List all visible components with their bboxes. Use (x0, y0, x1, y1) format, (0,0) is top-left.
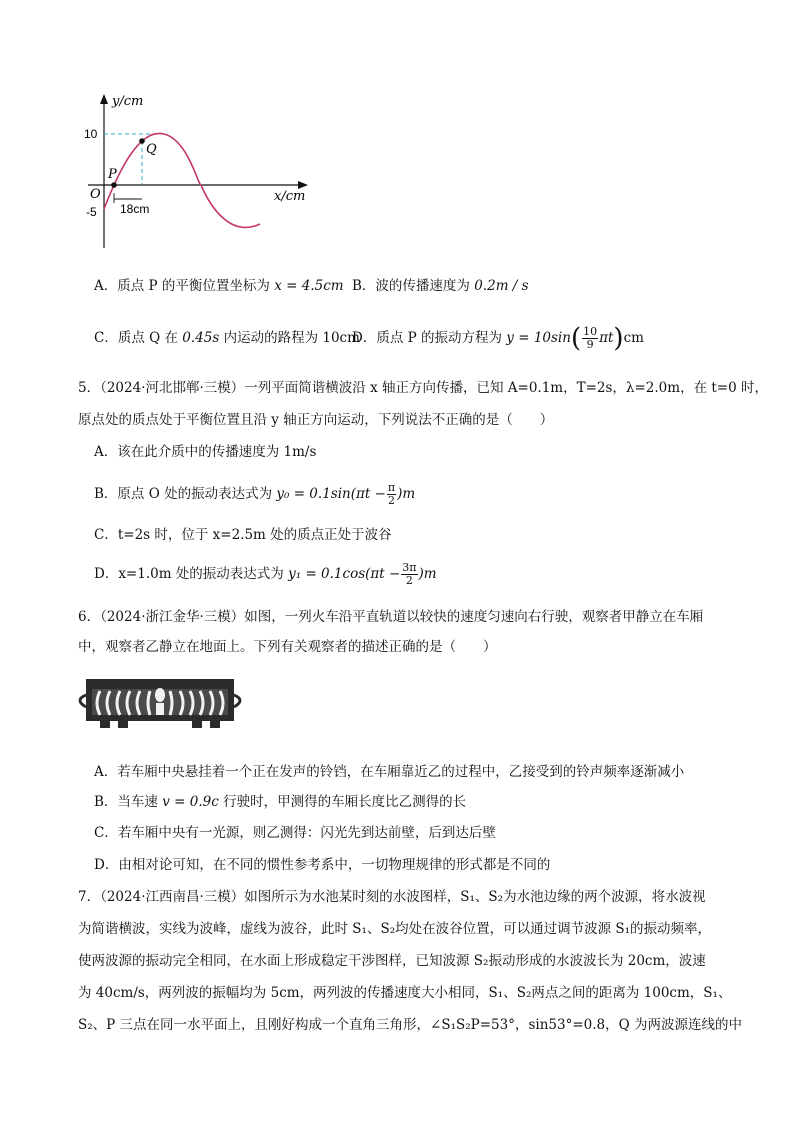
center-figure (156, 703, 164, 715)
tick-label-10: 10 (84, 127, 98, 141)
q7-stem-line-5: S₂、P 三点在同一水平面上，且刚好构成一个直角三角形，∠S₁S₂P=53°，sin53°=0.8，Q 为两波源连线的中 (78, 1017, 742, 1033)
q5-option-c[interactable]: C．t=2s 时，位于 x=2.5m 处的质点正处于波谷 (94, 527, 392, 543)
origin-label: O (90, 187, 101, 202)
q7-stem-line-2: 为简谐横波，实线为波峰，虚线为波谷，此时 S₁、S₂均处在波谷位置，可以通过调节波源 S₁的振动频率， (78, 921, 712, 937)
q7-stem-line-4: 为 40cm/s，两列波的振幅均为 5cm，两列波的传播速度大小相同，S₁、S₂两点之间的距离为 100cm，S₁、 (78, 985, 732, 1001)
train-car-illustration (70, 675, 250, 731)
y-axis-arrow-icon (100, 94, 108, 104)
q5-option-a[interactable]: A．该在此介质中的传播速度为 1m/s (94, 444, 317, 460)
point-q-marker (139, 138, 145, 144)
point-p-label: P (108, 167, 117, 182)
q4-option-b[interactable]: B．波的传播速度为 0.2m / s (352, 278, 529, 294)
q4-option-a[interactable]: A．质点 P 的平衡位置坐标为 x = 4.5cm (94, 278, 344, 294)
wheels (100, 721, 220, 728)
left-coupler (80, 695, 86, 707)
q6-stem-line-1: 6．（2024·浙江金华·三模）如图，一列火车沿平直轨道以较快的速度匀速向右行驶，观察者甲静立在车厢 (78, 609, 704, 625)
y-axis-label: y/cm (112, 94, 144, 109)
q5-option-b[interactable]: B．原点 O 处的振动表达式为 y₀ = 0.1sin(πt − $\frac{\pi}{2}$ )m (94, 481, 416, 507)
q4-option-d[interactable]: D．质点 P 的振动方程为 y = 10sin( $\frac{10}{9}$ πt)cm (352, 323, 644, 354)
point-q-label: Q (146, 142, 157, 157)
q5-stem-line-1: 5．（2024·河北邯郸·三模）一列平面简谐横波沿 x 轴正方向传播，已知 A=0.1m，T=2s，λ=2.0m，在 t=0 时， (78, 380, 768, 396)
q4-option-c[interactable]: C．质点 Q 在 0.45s 内运动的路程为 10cm (94, 330, 360, 346)
point-p-marker (111, 182, 117, 188)
right-coupler (234, 695, 240, 707)
q7-stem-line-1: 7．（2024·江西南昌·三模）如图所示为水池某时刻的水波图样，S₁、S₂为水池边缘的两个波源，将水波视 (78, 889, 706, 905)
q6-option-b[interactable]: B．当车速 v = 0.9c 行驶时，甲测得的车厢长度比乙测得的长 (94, 794, 467, 810)
tick-label-neg5: -5 (86, 205, 97, 219)
x-axis-arrow-icon (298, 181, 308, 189)
q5-option-d[interactable]: D．x=1.0m 处的振动表达式为 y₁ = 0.1cos(πt − $\frac{3\pi}{2}$ )m (94, 561, 437, 587)
q6-option-c[interactable]: C．若车厢中央有一光源，则乙测得：闪光先到达前壁，后到达后壁 (94, 825, 496, 841)
q6-option-a[interactable]: A．若车厢中央悬挂着一个正在发声的铃铛，在车厢靠近乙的过程中，乙接受到的铃声频率逐渐减小 (94, 764, 685, 780)
x-axis-label: x/cm (274, 189, 306, 204)
distance-label: 18cm (120, 202, 150, 216)
q6-stem-line-2: 中，观察者乙静立在地面上。下列有关观察者的描述正确的是（ ） (78, 639, 497, 655)
wave-graph (80, 88, 320, 258)
q7-stem-line-3: 使两波源的振动完全相同，在水面上形成稳定干涉图样，已知波源 S₂振动形成的水波波长为 20cm，波速 (78, 953, 706, 969)
q6-option-d[interactable]: D．由相对论可知，在不同的惯性参考系中，一切物理规律的形式都是不同的 (94, 857, 551, 873)
center-lamp (155, 688, 165, 702)
q5-stem-line-2: 原点处的质点处于平衡位置且沿 y 轴正方向运动，下列说法不正确的是（ ） (78, 412, 554, 428)
